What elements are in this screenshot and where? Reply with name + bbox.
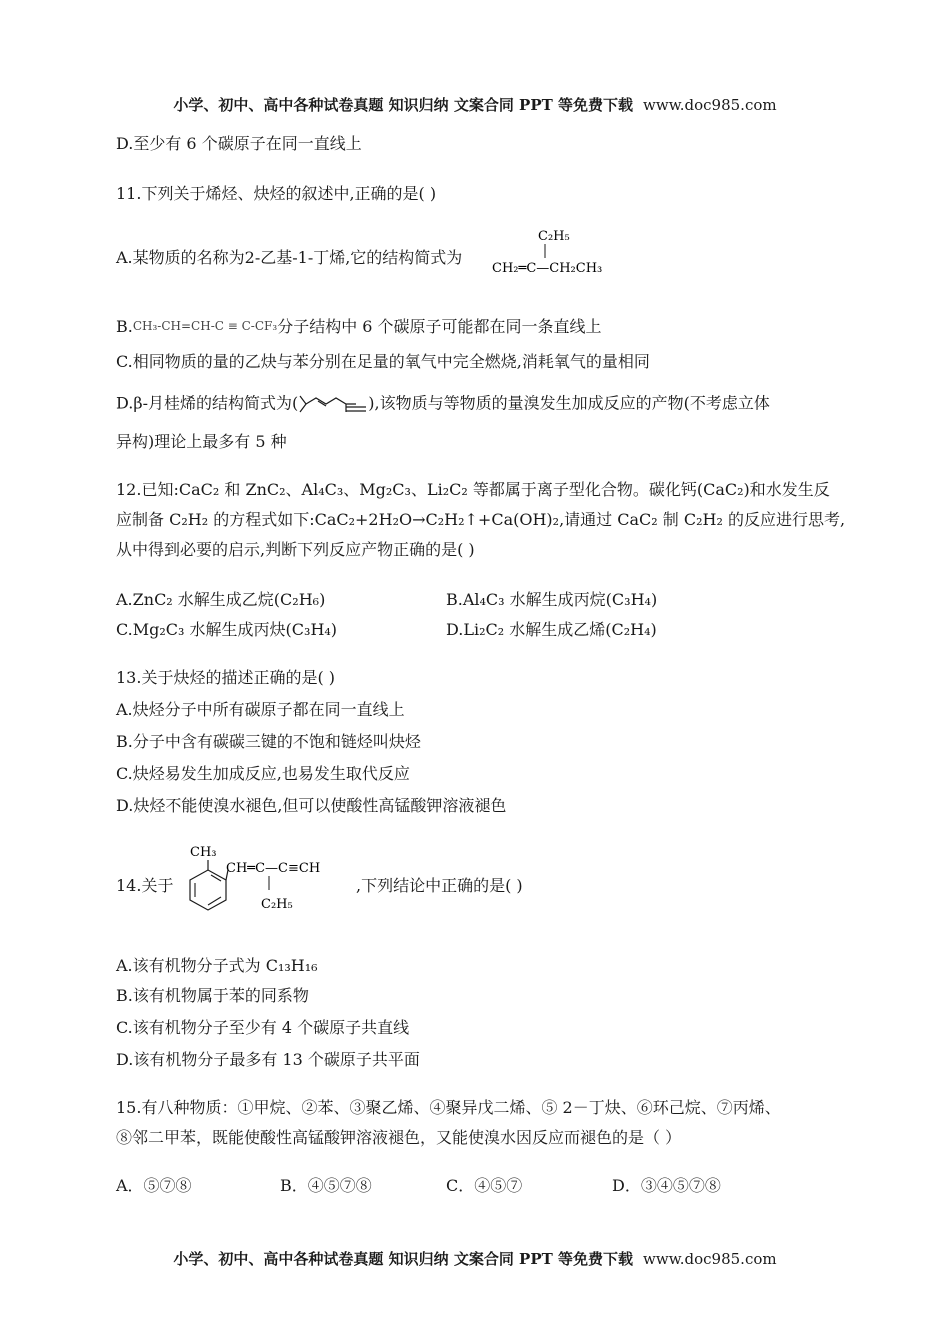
q15-line-2: ⑧邻二甲苯，既能使酸性高锰酸钾溶液褪色，又能使溴水因反应而褪色的是（ ） [116, 1128, 682, 1147]
q15-line-1: 15.有八种物质：①甲烷、②苯、③聚乙烯、④聚异戊二烯、⑤ 2－丁炔、⑥环己烷、⑦丙烯、 [116, 1098, 781, 1117]
q14-option-a: A.该有机物分子式为 C₁₃H₁₆ [116, 956, 318, 975]
q14-structure [168, 838, 354, 920]
q14-option-b: B.该有机物属于苯的同系物 [116, 986, 309, 1005]
q14-option-c: C.该有机物分子至少有 4 个碳原子共直线 [116, 1018, 410, 1037]
q15-option-d: D．③④⑤⑦⑧ [612, 1176, 721, 1195]
header-text: 小学、初中、高中各种试卷真题 知识归纳 文案合同 PPT 等免费下载 [173, 96, 634, 114]
q11-a-struct-main: CH₂═C—CH₂CH₃ [492, 261, 603, 276]
q14-c2h5: C₂H₅ [261, 897, 293, 912]
q11-option-d [116, 392, 770, 416]
footer-url[interactable]: www.doc985.com [643, 1250, 777, 1268]
q11-option-c: C.相同物质的量的乙炔与苯分别在足量的氧气中完全燃烧,消耗氧气的量相同 [116, 352, 650, 371]
q11-b-prefix: B. [116, 317, 133, 336]
q12-line-1: 12.已知:CaC₂ 和 ZnC₂、Al₄C₃、Mg₂C₃、Li₂C₂ 等都属于离子型化合物。碳化钙(CaC₂)和水发生反 [116, 480, 830, 499]
q14-ch3: CH₃ [190, 845, 217, 860]
footer-text: 小学、初中、高中各种试卷真题 知识归纳 文案合同 PPT 等免费下载 [173, 1250, 634, 1268]
header-url[interactable]: www.doc985.com [643, 96, 777, 114]
q11-b-formula: CH₃-CH=CH-C ≡ C-CF₃ [132, 319, 278, 333]
q11-d-post: ),该物质与等物质的量溴发生加成反应的产物(不考虑立体 [368, 393, 770, 413]
q13-stem: 13.关于炔烃的描述正确的是( ) [116, 668, 336, 687]
q12-option-a: A.ZnC₂ 水解生成乙烷(C₂H₆) [116, 590, 326, 609]
q12-line-2: 应制备 C₂H₂ 的方程式如下:CaC₂+2H₂O→C₂H₂↑+Ca(OH)₂,请通过 CaC₂ 制 C₂H₂ 的反应进行思考, [116, 510, 846, 529]
q13-option-c: C.炔烃易发生加成反应,也易发生取代反应 [116, 764, 410, 783]
q11-stem: 11.下列关于烯烃、炔烃的叙述中,正确的是( ) [116, 184, 437, 203]
q12-option-d: D.Li₂C₂ 水解生成乙烯(C₂H₄) [446, 620, 657, 639]
q11-a-structure [490, 226, 625, 282]
q11-b-text: 分子结构中 6 个碳原子可能都在同一条直线上 [277, 317, 602, 336]
q14-post: ,下列结论中正确的是( ) [356, 876, 523, 895]
q11-option-b [116, 316, 602, 337]
q12-line-3: 从中得到必要的启示,判断下列反应产物正确的是( ) [116, 540, 475, 559]
q14-pre: 14.关于 [116, 876, 174, 895]
page-header [0, 94, 950, 115]
q14-option-d: D.该有机物分子最多有 13 个碳原子共平面 [116, 1050, 420, 1069]
q13-option-a: A.炔烃分子中所有碳原子都在同一直线上 [116, 700, 405, 719]
q13-option-d: D.炔烃不能使溴水褪色,但可以使酸性高锰酸钾溶液褪色 [116, 796, 507, 815]
q11-option-a: A.某物质的名称为2-乙基-1-丁烯,它的结构简式为 [116, 248, 463, 267]
myrcene-structure-icon [298, 392, 368, 416]
q11-d-pre: D.β-月桂烯的结构简式为( [116, 393, 299, 413]
q15-option-b: B．④⑤⑦⑧ [280, 1176, 372, 1195]
q11-option-d-cont: 异构)理论上最多有 5 种 [116, 432, 287, 451]
page-footer [0, 1248, 950, 1269]
q13-option-b: B.分子中含有碳碳三键的不饱和链烃叫炔烃 [116, 732, 421, 751]
q15-option-c: C．④⑤⑦ [446, 1176, 523, 1195]
q11-a-struct-top: C₂H₅ [538, 229, 570, 244]
q15-option-a: A．⑤⑦⑧ [116, 1176, 192, 1195]
q10-option-d: D.至少有 6 个碳原子在同一直线上 [116, 134, 362, 153]
q12-option-c: C.Mg₂C₃ 水解生成丙炔(C₃H₄) [116, 620, 338, 639]
q12-option-b: B.Al₄C₃ 水解生成丙烷(C₃H₄) [446, 590, 658, 609]
q14-chain: CH═C—C≡CH [226, 861, 321, 876]
